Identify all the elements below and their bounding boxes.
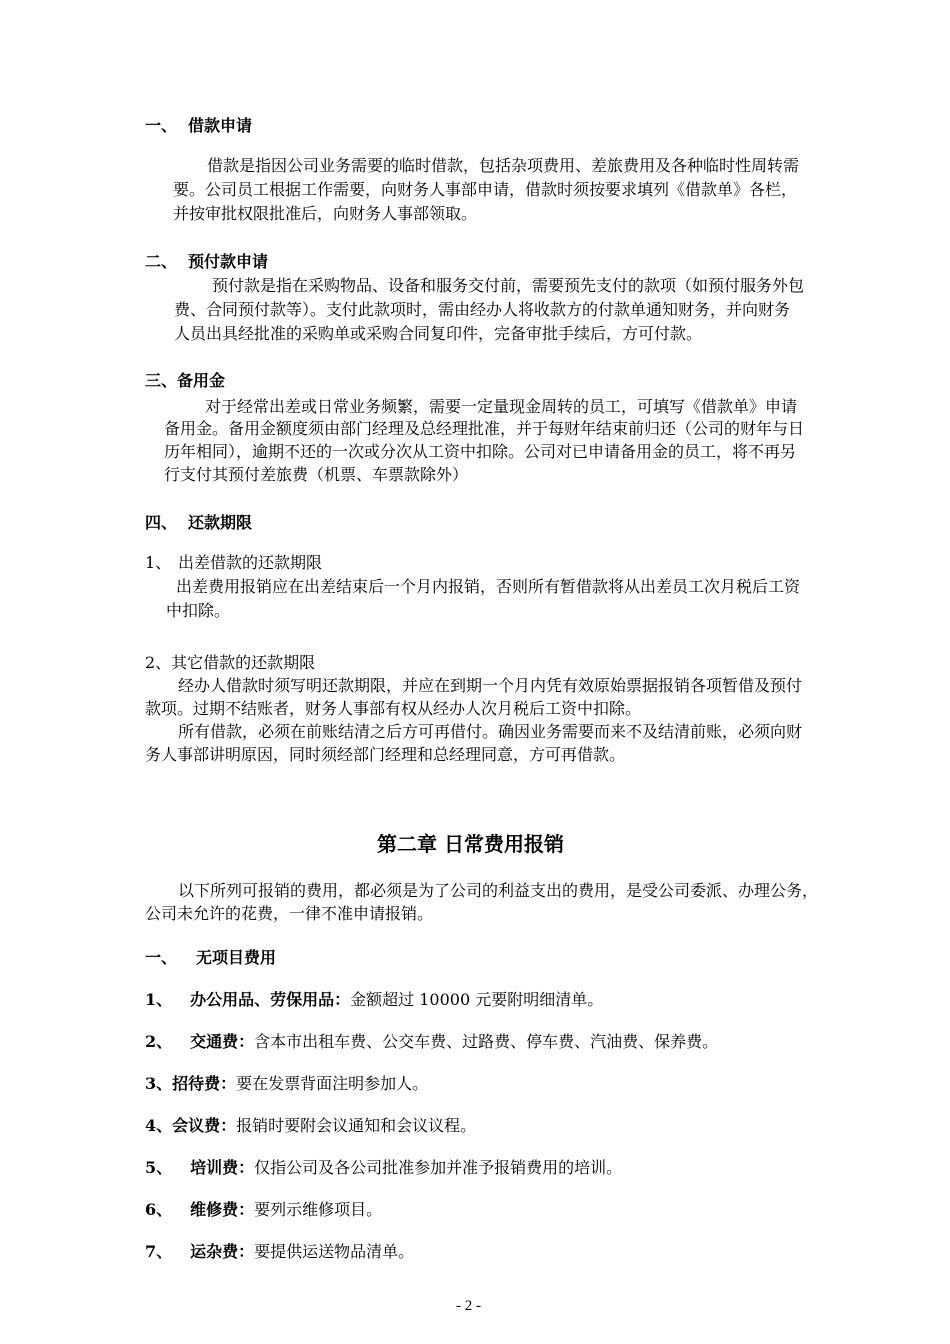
item-label: 办公用品、劳保用品： xyxy=(190,990,351,1009)
paragraph-line: 务人事部讲明原因，同时须经部门经理和总经理同意，方可再借款。 xyxy=(145,745,626,764)
paragraph-line: 并按审批权限批准后，向财务人事部领取。 xyxy=(173,204,478,223)
item-label: 会议费： xyxy=(172,1116,237,1135)
chapter-intro-line: 公司未允许的花费，一律不准申请报销。 xyxy=(145,904,434,923)
item-number: 7、 xyxy=(145,1242,173,1261)
section-4-number: 四、 xyxy=(145,513,178,532)
list-item xyxy=(145,1115,476,1137)
item-text: 仅指公司及各公司批准参加并准予报销费用的培训。 xyxy=(254,1158,623,1177)
list-item xyxy=(145,1031,718,1053)
list-item xyxy=(145,1157,622,1179)
paragraph-line: 出差费用报销应在出差结束后一个月内报销，否则所有暂借款将从出差员工次月税后工资 xyxy=(176,577,801,596)
paragraph-line: 备用金。备用金额度须由部门经理及总经理批准，并于每财年结束前归还（公司的财年与日 xyxy=(164,419,805,438)
paragraph-line: 款项。过期不结账者，财务人事部有权从经办人次月税后工资中扣除。 xyxy=(145,699,642,718)
section-1-heading: 借款申请 xyxy=(188,116,253,135)
paragraph-line: 所有借款，必须在前账结清之后方可再借付。确因业务需要而来不及结清前账，必须向财 xyxy=(178,722,803,741)
item-label: 培训费： xyxy=(190,1158,255,1177)
item-text: 报销时要附会议通知和会议议程。 xyxy=(236,1116,477,1135)
section-2-heading: 预付款申请 xyxy=(188,252,269,271)
item-number: 1、 xyxy=(145,990,173,1009)
paragraph-line: 中扣除。 xyxy=(166,601,231,620)
section-2-number: 二、 xyxy=(145,252,178,271)
item-label: 交通费： xyxy=(190,1032,255,1051)
item-label: 维修费： xyxy=(190,1200,255,1219)
section-1-number: 一、 xyxy=(145,116,178,135)
item-text: 要提供运送物品清单。 xyxy=(254,1242,415,1261)
subsection-1-title: 出差借款的还款期限 xyxy=(178,553,323,572)
paragraph-line: 要。公司员工根据工作需要，向财务人事部申请，借款时须按要求填列《借款单》各栏， xyxy=(173,180,798,199)
paragraph-line: 历年相同），逾期不还的一次或分次从工资中扣除。公司对已申请备用金的员工，将不再另 xyxy=(164,442,797,461)
item-number: 2、 xyxy=(145,1032,173,1051)
paragraph-line: 行支付其预付差旅费（机票、车票款除外） xyxy=(164,465,469,484)
paragraph-line: 借款是指因公司业务需要的临时借款，包括杂项费用、差旅费用及各种临时性周转需 xyxy=(207,156,800,175)
list-item xyxy=(145,1199,382,1221)
chapter-section-number: 一、 xyxy=(145,948,178,967)
section-4-heading: 还款期限 xyxy=(188,513,253,532)
chapter-intro-line: 以下所列可报销的费用，都必须是为了公司的利益支出的费用，是受公司委派、办理公务， xyxy=(178,881,819,900)
paragraph-line: 对于经常出差或日常业务频繁，需要一定量现金周转的员工，可填写《借款单》申请 xyxy=(205,397,798,416)
item-label: 招待费： xyxy=(172,1074,237,1093)
item-text: 要在发票背面注明参加人。 xyxy=(236,1074,429,1093)
paragraph-line: 经办人借款时须写明还款期限，并应在到期一个月内凭有效原始票据报销各项暂借及预付 xyxy=(178,676,803,695)
chapter-section-heading: 无项目费用 xyxy=(196,948,277,967)
item-text: 金额超过 10000 元要附明细清单。 xyxy=(350,990,604,1009)
item-number: 3、 xyxy=(145,1074,173,1093)
paragraph-line: 人员出具经批准的采购单或采购合同复印件，完备审批手续后，方可付款。 xyxy=(174,324,703,343)
page-number: - 2 - xyxy=(456,1298,481,1314)
list-item xyxy=(145,989,603,1011)
list-item xyxy=(145,1073,428,1095)
paragraph-line: 费、合同预付款等）。支付此款项时，需由经办人将收款方的付款单通知财务，并向财务 xyxy=(174,300,791,319)
paragraph-line: 预付款是指在采购物品、设备和服务交付前，需要预先支付的款项（如预付服务外包 xyxy=(212,276,805,295)
list-item xyxy=(145,1241,414,1263)
item-number: 4、 xyxy=(145,1116,173,1135)
item-text: 要列示维修项目。 xyxy=(254,1200,383,1219)
item-text: 含本市出租车费、公交车费、过路费、停车费、汽油费、保养费。 xyxy=(254,1032,719,1051)
chapter-title: 第二章 日常费用报销 xyxy=(377,832,564,856)
section-3-heading: 三、备用金 xyxy=(145,371,226,390)
item-label: 运杂费： xyxy=(190,1242,255,1261)
item-number: 5、 xyxy=(145,1158,173,1177)
subsection-1-number: 1、 xyxy=(145,553,172,572)
item-number: 6、 xyxy=(145,1200,173,1219)
subsection-2-title: 2、其它借款的还款期限 xyxy=(145,653,316,672)
